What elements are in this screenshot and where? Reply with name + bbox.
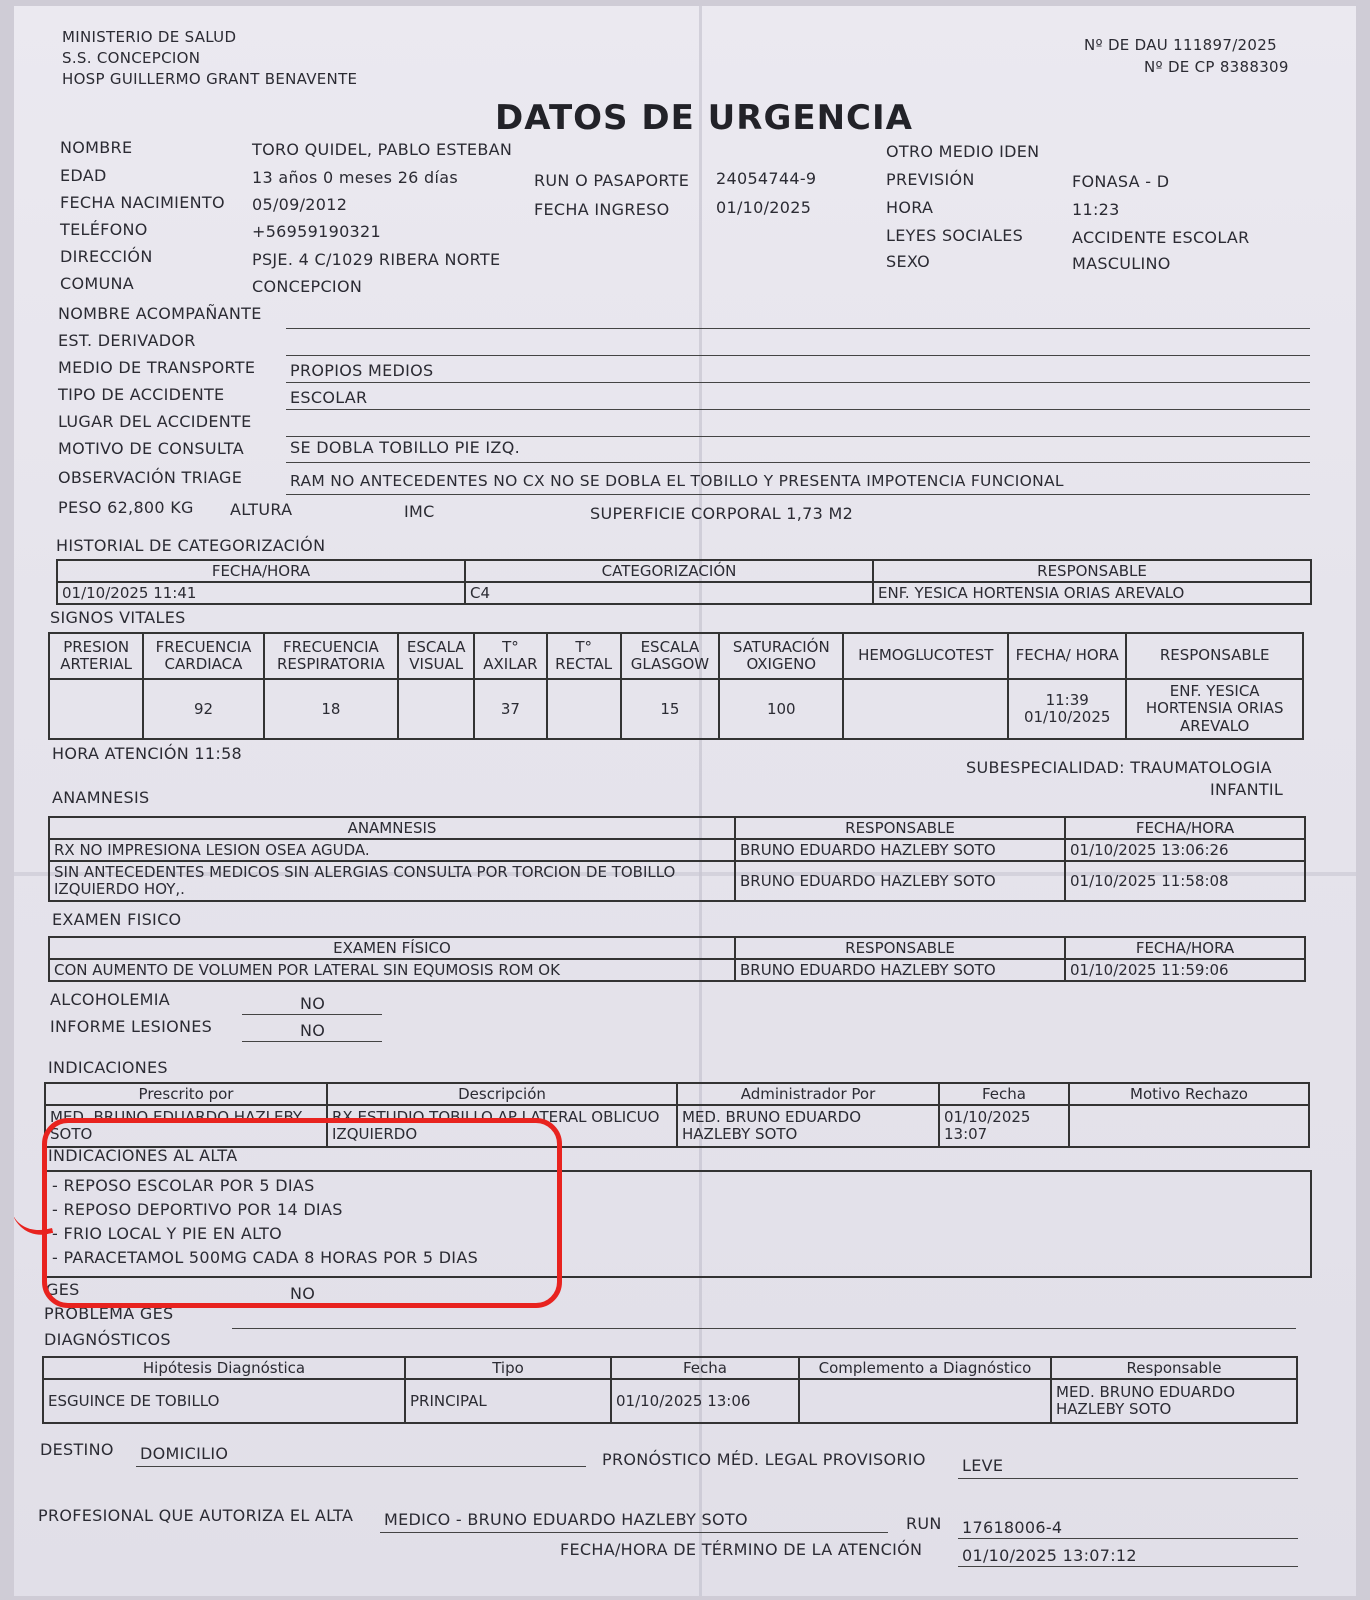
dx-complemento <box>799 1379 1051 1423</box>
alta-title: INDICACIONES AL ALTA <box>48 1146 238 1165</box>
lugar-accidente-label: LUGAR DEL ACCIDENTE <box>58 412 252 431</box>
cat-responsable: ENF. YESICA HORTENSIA ORIAS AREVALO <box>873 582 1311 604</box>
run-value: 24054744-9 <box>716 169 817 188</box>
lesiones-label: INFORME LESIONES <box>50 1017 213 1036</box>
dx-fecha: 01/10/2025 13:06 <box>611 1379 799 1423</box>
cat-header-fecha: FECHA/HORA <box>57 560 465 582</box>
diagnosticos-title: DIAGNÓSTICOS <box>44 1330 171 1349</box>
ind-h-administrador: Administrador Por <box>677 1083 939 1105</box>
dx-tipo: PRINCIPAL <box>405 1379 611 1423</box>
ex-h-examen: EXAMEN FÍSICO <box>49 937 735 959</box>
destino-label: DESTINO <box>40 1440 114 1459</box>
ex-text: CON AUMENTO DE VOLUMEN POR LATERAL SIN EQUMOSIS ROM OK <box>49 959 735 981</box>
sv-h-fr: FRECUENCIA RESPIRATORIA <box>264 633 398 679</box>
transporte-line <box>286 382 1310 383</box>
sv-fr: 18 <box>264 679 398 739</box>
transporte-value: PROPIOS MEDIOS <box>290 361 434 380</box>
page-title: DATOS DE URGENCIA <box>495 98 913 138</box>
edad-value: 13 años 0 meses 26 días <box>252 168 458 187</box>
triage-line <box>286 494 1310 495</box>
triage-value: RAM NO ANTECEDENTES NO CX NO SE DOBLA EL TOBILLO Y PRESENTA IMPOTENCIA FUNCIONAL <box>290 472 1064 490</box>
problema-ges-label: PROBLEMA GES <box>44 1304 174 1323</box>
cat-fecha: 01/10/2025 11:41 <box>57 582 465 604</box>
alta-item: - REPOSO ESCOLAR POR 5 DIAS <box>52 1176 315 1195</box>
dx-h-responsable: Responsable <box>1051 1357 1297 1379</box>
document-page <box>14 6 1356 1596</box>
ex-h-fecha: FECHA/HORA <box>1065 937 1305 959</box>
lesiones-value: NO <box>300 1021 326 1040</box>
run-label: RUN O PASAPORTE <box>534 171 690 190</box>
dau-number: Nº DE DAU 111897/2025 <box>1084 36 1277 54</box>
edad-label: EDAD <box>60 166 107 185</box>
examen-header-row <box>49 937 1305 959</box>
sv-rectal <box>547 679 621 739</box>
leyes-label: LEYES SOCIALES <box>886 226 1024 245</box>
dx-responsable: MED. BRUNO EDUARDO HAZLEBY SOTO <box>1051 1379 1297 1423</box>
ex-h-responsable: RESPONSABLE <box>735 937 1065 959</box>
acompanante-line <box>286 328 1310 329</box>
hora-label: HORA <box>886 198 934 217</box>
anamnesis-header-row <box>49 817 1305 839</box>
prevision-value: FONASA - D <box>1072 172 1170 191</box>
direccion-value: PSJE. 4 C/1029 RIBERA NORTE <box>252 250 501 269</box>
run-footer-value: 17618006-4 <box>962 1518 1063 1537</box>
red-marker-stroke <box>14 1199 53 1241</box>
problema-ges-line <box>232 1328 1296 1329</box>
signos-header-row <box>49 633 1303 679</box>
indicaciones-title: INDICACIONES <box>48 1058 168 1077</box>
alcoholemia-label: ALCOHOLEMIA <box>50 990 171 1009</box>
pronostico-value: LEVE <box>962 1456 1004 1475</box>
examen-table <box>48 936 1306 982</box>
ind-motivo <box>1069 1105 1309 1147</box>
otro-medio-label: OTRO MEDIO IDEN <box>886 142 1040 161</box>
nombre-label: NOMBRE <box>60 138 133 157</box>
hospital-name: HOSP GUILLERMO GRANT BENAVENTE <box>62 70 358 88</box>
an-h-fecha: FECHA/HORA <box>1065 817 1305 839</box>
an-1-responsable: BRUNO EDUARDO HAZLEBY SOTO <box>735 839 1065 861</box>
cat-header-categorizacion: CATEGORIZACIÓN <box>465 560 873 582</box>
derivador-label: EST. DERIVADOR <box>58 331 196 350</box>
an-2-fecha: 01/10/2025 11:58:08 <box>1065 861 1305 901</box>
ingreso-value: 01/10/2025 <box>716 198 812 217</box>
sv-h-hemoglucotest: HEMOGLUCOTEST <box>843 633 1008 679</box>
sv-fecha: 11:39 01/10/2025 <box>1008 679 1126 739</box>
table-row <box>57 582 1311 604</box>
an-1-fecha: 01/10/2025 13:06:26 <box>1065 839 1305 861</box>
destino-line <box>136 1466 586 1467</box>
ind-prescrito: MED. BRUNO EDUARDO HAZLEBY SOTO <box>45 1105 327 1147</box>
sv-responsable: ENF. YESICA HORTENSIA ORIAS AREVALO <box>1126 679 1303 739</box>
fecha-nac-value: 05/09/2012 <box>252 195 348 214</box>
comuna-value: CONCEPCION <box>252 277 363 296</box>
subespecialidad-2: INFANTIL <box>1210 780 1284 799</box>
ind-h-fecha: Fecha <box>939 1083 1069 1105</box>
ind-h-motivo: Motivo Rechazo <box>1069 1083 1309 1105</box>
lesiones-line <box>242 1041 382 1042</box>
indicaciones-header-row <box>45 1083 1309 1105</box>
sv-axilar: 37 <box>474 679 546 739</box>
ind-fecha: 01/10/2025 13:07 <box>939 1105 1069 1147</box>
telefono-value: +56959190321 <box>252 222 381 241</box>
ind-h-descripcion: Descripción <box>327 1083 677 1105</box>
motivo-value: SE DOBLA TOBILLO PIE IZQ. <box>290 438 520 457</box>
prevision-label: PREVISIÓN <box>886 170 975 189</box>
profesional-label: PROFESIONAL QUE AUTORIZA EL ALTA <box>38 1506 354 1525</box>
sv-presion <box>49 679 143 739</box>
dx-h-tipo: Tipo <box>405 1357 611 1379</box>
cat-categoria: C4 <box>465 582 873 604</box>
an-h-responsable: RESPONSABLE <box>735 817 1065 839</box>
diagnosticos-table <box>42 1356 1298 1424</box>
health-service: S.S. CONCEPCION <box>62 49 201 67</box>
sv-escala-visual <box>398 679 474 739</box>
sv-hemoglucotest <box>843 679 1008 739</box>
sv-h-axilar: T° AXILAR <box>474 633 546 679</box>
alta-item: - PARACETAMOL 500MG CADA 8 HORAS POR 5 DIAS <box>52 1248 479 1267</box>
tipo-accidente-label: TIPO DE ACCIDENTE <box>58 385 225 404</box>
categorizacion-header-row <box>57 560 1311 582</box>
lugar-accidente-line <box>286 436 1310 437</box>
alcoholemia-value: NO <box>300 994 326 1013</box>
dx-h-complemento: Complemento a Diagnóstico <box>799 1357 1051 1379</box>
sexo-value: MASCULINO <box>1072 254 1171 273</box>
diagnosticos-header-row <box>43 1357 1297 1379</box>
transporte-label: MEDIO DE TRANSPORTE <box>58 358 256 377</box>
ind-descripcion: RX ESTUDIO TOBILLO AP LATERAL OBLICUO IZQUIERDO <box>327 1105 677 1147</box>
dx-h-fecha: Fecha <box>611 1357 799 1379</box>
imc: IMC <box>404 502 435 521</box>
an-2-text: SIN ANTECEDENTES MEDICOS SIN ALERGIAS CONSULTA POR TORCION DE TOBILLO IZQUIERDO HOY,. <box>49 861 735 901</box>
ex-fecha: 01/10/2025 11:59:06 <box>1065 959 1305 981</box>
superficie-corporal: SUPERFICIE CORPORAL 1,73 M2 <box>590 504 854 523</box>
hora-value: 11:23 <box>1072 200 1120 219</box>
ind-h-prescrito: Prescrito por <box>45 1083 327 1105</box>
leyes-value: ACCIDENTE ESCOLAR <box>1072 228 1250 247</box>
sv-h-saturacion: SATURACIÓN OXIGENO <box>719 633 843 679</box>
tipo-accidente-value: ESCOLAR <box>290 388 368 407</box>
cp-number: Nº DE CP 8388309 <box>1144 58 1289 76</box>
sv-glasgow: 15 <box>621 679 719 739</box>
anamnesis-table <box>48 816 1306 902</box>
signos-table <box>48 632 1304 740</box>
acompanante-label: NOMBRE ACOMPAÑANTE <box>58 304 262 323</box>
sv-fc: 92 <box>143 679 263 739</box>
sv-h-fc: FRECUENCIA CARDIACA <box>143 633 263 679</box>
pronostico-line <box>958 1478 1298 1479</box>
anamnesis-title: ANAMNESIS <box>52 788 150 807</box>
motivo-line <box>286 462 1310 463</box>
sv-h-fecha: FECHA/ HORA <box>1008 633 1126 679</box>
an-2-responsable: BRUNO EDUARDO HAZLEBY SOTO <box>735 861 1065 901</box>
pronostico-label: PRONÓSTICO MÉD. LEGAL PROVISORIO <box>602 1450 926 1469</box>
alta-item: - FRIO LOCAL Y PIE EN ALTO <box>52 1224 283 1243</box>
dx-h-hipotesis: Hipótesis Diagnóstica <box>43 1357 405 1379</box>
dx-hipotesis: ESGUINCE DE TOBILLO <box>43 1379 405 1423</box>
termino-label: FECHA/HORA DE TÉRMINO DE LA ATENCIÓN <box>560 1540 923 1559</box>
ingreso-label: FECHA INGRESO <box>534 200 670 219</box>
table-row <box>49 679 1303 739</box>
table-row <box>49 839 1305 861</box>
alcoholemia-line <box>242 1014 382 1015</box>
an-1-text: RX NO IMPRESIONA LESION OSEA AGUDA. <box>49 839 735 861</box>
alta-item: - REPOSO DEPORTIVO POR 14 DIAS <box>52 1200 343 1219</box>
table-row <box>49 959 1305 981</box>
run-footer-line <box>958 1538 1298 1539</box>
termino-line <box>958 1566 1298 1567</box>
an-h-anamnesis: ANAMNESIS <box>49 817 735 839</box>
triage-label: OBSERVACIÓN TRIAGE <box>58 468 243 487</box>
ministry: MINISTERIO DE SALUD <box>62 28 237 46</box>
signos-title: SIGNOS VITALES <box>50 608 186 627</box>
sv-h-escala-visual: ESCALA VISUAL <box>398 633 474 679</box>
ges-label: GES <box>46 1280 80 1299</box>
ex-responsable: BRUNO EDUARDO HAZLEBY SOTO <box>735 959 1065 981</box>
red-marker-highlight <box>42 1118 562 1308</box>
direccion-label: DIRECCIÓN <box>60 247 153 266</box>
nombre-value: TORO QUIDEL, PABLO ESTEBAN <box>252 140 513 159</box>
categorizacion-table <box>56 559 1312 605</box>
profesional-line <box>380 1532 888 1533</box>
ges-value: NO <box>290 1284 316 1303</box>
motivo-label: MOTIVO DE CONSULTA <box>58 439 244 458</box>
table-row <box>49 861 1305 901</box>
destino-value: DOMICILIO <box>140 1444 229 1463</box>
sv-h-rectal: T° RECTAL <box>547 633 621 679</box>
fecha-nac-label: FECHA NACIMIENTO <box>60 193 225 212</box>
telefono-label: TELÉFONO <box>60 220 148 239</box>
tipo-accidente-line <box>286 409 1310 410</box>
run-footer-label: RUN <box>906 1514 942 1533</box>
cat-header-responsable: RESPONSABLE <box>873 560 1311 582</box>
sv-saturacion: 100 <box>719 679 843 739</box>
profesional-value: MEDICO - BRUNO EDUARDO HAZLEBY SOTO <box>384 1510 748 1529</box>
altura: ALTURA <box>230 500 293 519</box>
sv-h-presion: PRESION ARTERIAL <box>49 633 143 679</box>
categorizacion-title: HISTORIAL DE CATEGORIZACIÓN <box>56 536 326 555</box>
peso: PESO 62,800 KG <box>58 498 194 517</box>
ind-administrador: MED. BRUNO EDUARDO HAZLEBY SOTO <box>677 1105 939 1147</box>
sexo-label: SEXO <box>886 252 930 271</box>
comuna-label: COMUNA <box>60 274 134 293</box>
hora-atencion: HORA ATENCIÓN 11:58 <box>52 744 243 763</box>
examen-title: EXAMEN FISICO <box>52 910 182 929</box>
termino-value: 01/10/2025 13:07:12 <box>962 1546 1137 1565</box>
derivador-line <box>286 355 1310 356</box>
sv-h-responsable: RESPONSABLE <box>1126 633 1303 679</box>
table-row <box>43 1379 1297 1423</box>
subespecialidad: SUBESPECIALIDAD: TRAUMATOLOGIA <box>966 758 1272 777</box>
sv-h-glasgow: ESCALA GLASGOW <box>621 633 719 679</box>
